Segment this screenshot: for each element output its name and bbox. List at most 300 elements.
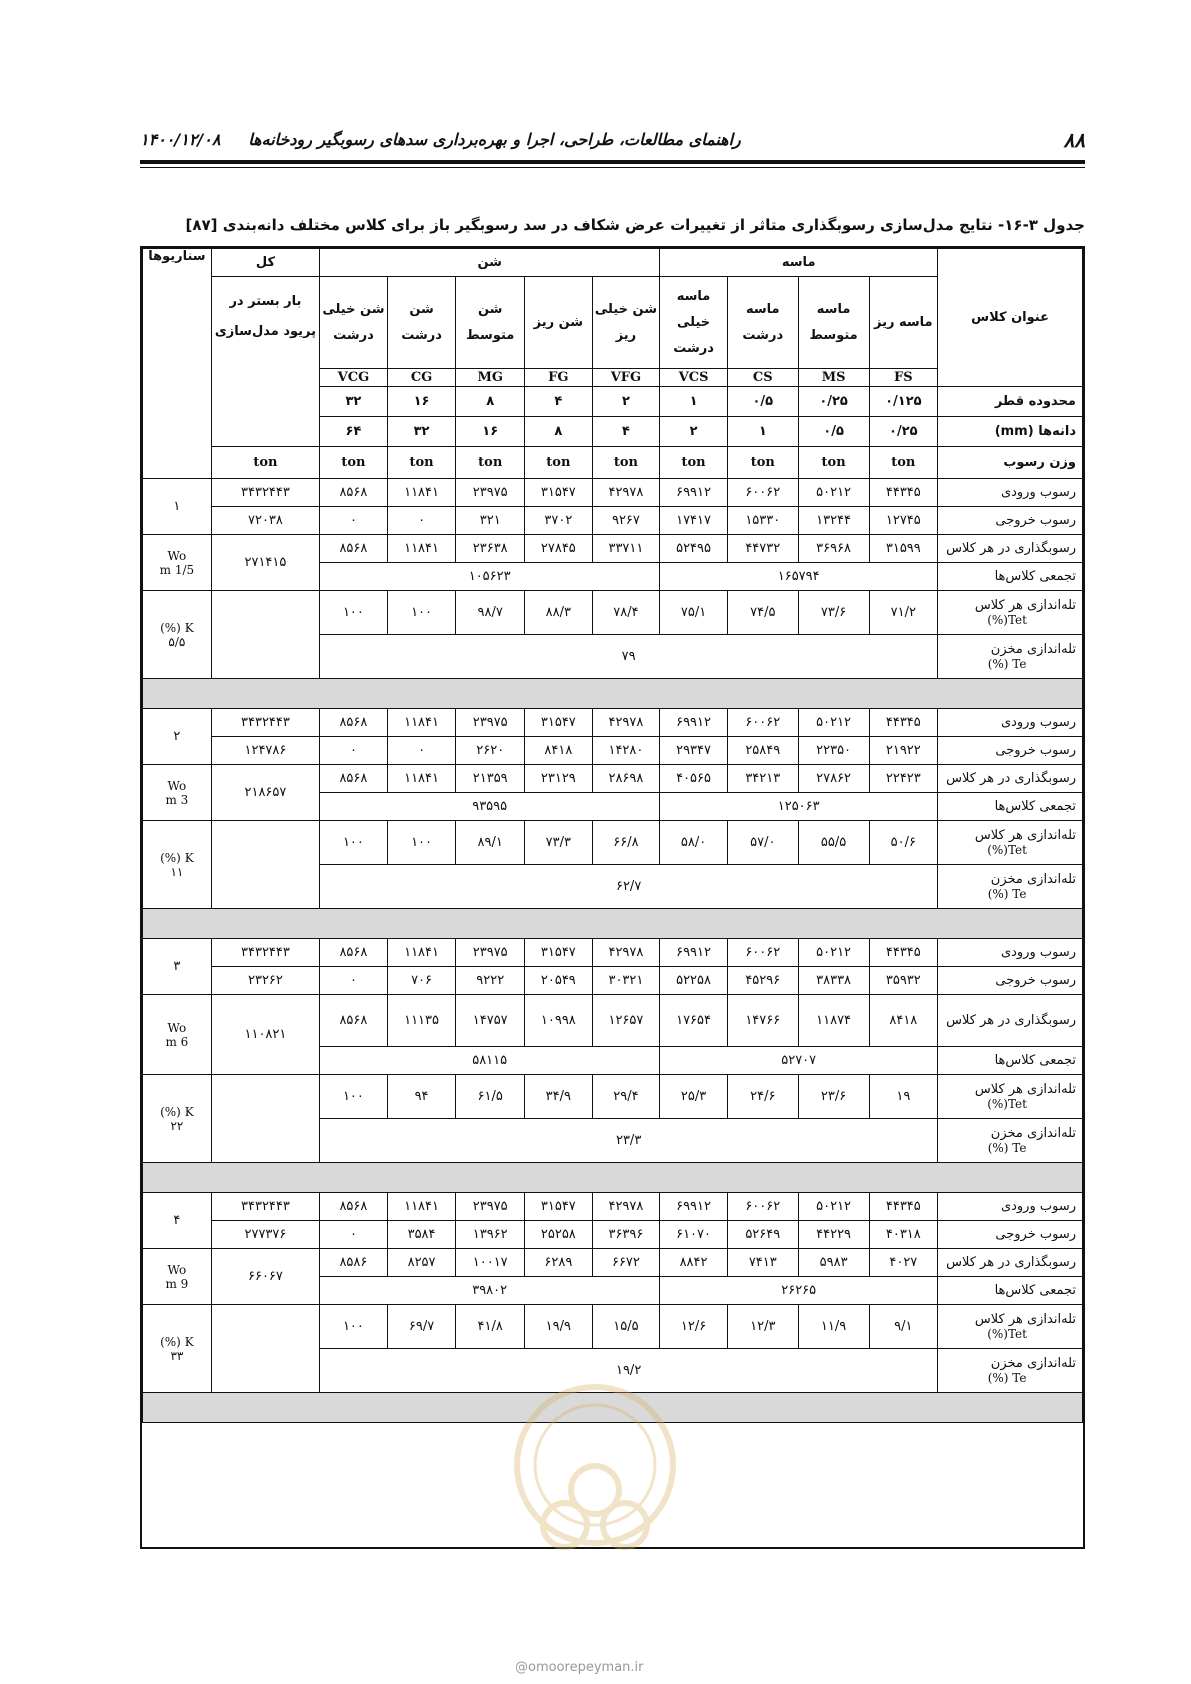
trap-class-value: ۸۹/۱ [456,821,525,865]
trap-class-value: ۵۵/۵ [798,821,869,865]
class-name-header: شن درشت [387,277,456,369]
gap-width [143,995,212,1075]
outflow-value: ۱۳۲۴۴ [798,507,869,535]
deposition-value: ۵۹۸۳ [798,1249,869,1277]
class-name-header: شن خیلی درشت [320,277,388,369]
cumulative-label: تجمعی کلاس‌ها [938,563,1083,591]
inflow-value: ۵۰۲۱۲ [798,939,869,967]
deposition-row [143,535,1083,563]
sand-group-header [660,249,938,277]
trap-class-text: تله‌اندازی هر کلاس [974,828,1076,843]
outflow-value: ۹۲۲۲ [456,967,525,995]
deposition-value: ۶۲۸۹ [525,1249,593,1277]
deposition-value: ۳۶۹۶۸ [798,535,869,563]
class-code-header: VCG [320,369,388,387]
k-value: ۳۳ [170,1348,184,1363]
total-deposition: ۲۷۱۴۱۵ [211,535,319,591]
trap-res-text: تله‌اندازی مخزن [990,1356,1076,1371]
trap-res-unit: Te (%) [987,1141,1027,1155]
outflow-value: ۰ [320,507,388,535]
inflow-value: ۴۴۳۴۵ [869,709,938,737]
outflow-value: ۰ [387,737,456,765]
deposition-value: ۸۵۶۸ [320,995,388,1047]
trap-res-text: تله‌اندازی مخزن [990,872,1076,887]
page-number: ۸۸ [1063,128,1085,152]
trap-class-value: ۶۶/۸ [592,821,660,865]
trap-reservoir-value: ۶۲/۷ [320,865,938,909]
k-value: ۵/۵ [168,634,186,649]
results-table [142,248,1083,1423]
deposition-value: ۱۲۶۵۷ [592,995,660,1047]
inflow-value: ۲۳۹۷۵ [456,709,525,737]
unit-cell: ton [320,447,388,479]
diameter-max: ۰/۵ [798,417,869,447]
diameter-min: ۰/۱۲۵ [869,387,938,417]
trap-class-value: ۱۰۰ [387,821,456,865]
class-name-header: ماسه درشت [727,277,798,369]
separator-cell [143,1163,1083,1193]
outflow-row [143,1221,1083,1249]
inflow-value: ۸۵۶۸ [320,479,388,507]
diameter-label-unit: دانه‌ها (mm) [938,417,1083,447]
trap-class-value: ۹۸/۷ [456,591,525,635]
outflow-value: ۴۰۳۱۸ [869,1221,938,1249]
deposition-value: ۱۱۸۴۱ [387,535,456,563]
trap-class-value: ۶۹/۷ [387,1305,456,1349]
inflow-value: ۶۰۰۶۲ [727,709,798,737]
deposition-value: ۷۴۱۳ [727,1249,798,1277]
diameter-max: ۰/۲۵ [869,417,938,447]
deposition-label: رسوبگذاری در هر کلاس [938,535,1083,563]
deposition-value: ۲۳۱۲۹ [525,765,593,793]
outflow-value: ۳۵۹۳۲ [869,967,938,995]
k-value: ۱۱ [170,864,184,879]
deposition-value: ۸۵۶۸ [320,765,388,793]
inflow-value: ۴۴۳۴۵ [869,479,938,507]
cumulative-sand: ۱۲۵۰۶۳ [660,793,938,821]
cumulative-sand: ۵۲۷۰۷ [660,1047,938,1075]
deposition-value: ۲۸۶۹۸ [592,765,660,793]
diameter-min: ۴ [525,387,593,417]
trap-class-value: ۱۲/۳ [727,1305,798,1349]
inflow-value: ۳۱۵۴۷ [525,709,593,737]
total-label: کل [255,255,276,270]
deposition-value: ۳۱۵۹۹ [869,535,938,563]
total-empty [211,1075,319,1163]
inflow-value: ۸۵۶۸ [320,709,388,737]
trap-class-value: ۵۸/۰ [660,821,728,865]
total-empty [211,821,319,909]
trap-class-value: ۱۰۰ [320,1075,388,1119]
separator-cell [143,679,1083,709]
inflow-value: ۴۲۹۷۸ [592,1193,660,1221]
inflow-value: ۳۱۵۴۷ [525,479,593,507]
inflow-label: رسوب ورودی [938,1193,1083,1221]
scenarios-label: سناریوها [148,249,206,264]
deposition-value: ۸۴۱۸ [869,995,938,1047]
inflow-value: ۵۰۲۱۲ [798,709,869,737]
total-inflow: ۳۴۳۲۴۴۳ [211,709,319,737]
diameter-max: ۳۲ [387,417,456,447]
header-rule [140,160,1085,164]
inflow-label: رسوب ورودی [938,939,1083,967]
trap-class-value: ۱۹/۹ [525,1305,593,1349]
total-outflow: ۲۷۷۳۷۶ [211,1221,319,1249]
wo-value: 3 m [165,792,189,807]
outflow-value: ۲۶۲۰ [456,737,525,765]
wo-value: 9 m [165,1276,189,1291]
diameter-min: ۱۶ [387,387,456,417]
trap-class-value: ۵۷/۰ [727,821,798,865]
inflow-row [143,1193,1083,1221]
trap-reservoir-label [938,1119,1083,1163]
trap-class-row [143,591,1083,635]
inflow-value: ۸۵۶۸ [320,1193,388,1221]
trap-res-text: تله‌اندازی مخزن [990,642,1076,657]
unit-cell: ton [525,447,593,479]
gravel-label: شن [477,255,502,270]
diameter-max: ۱۶ [456,417,525,447]
class-code-header: CG [387,369,456,387]
inflow-value: ۶۰۰۶۲ [727,1193,798,1221]
inflow-value: ۵۰۲۱۲ [798,1193,869,1221]
trap-class-row [143,1305,1083,1349]
scenario-id: ۲ [143,709,212,765]
deposition-value: ۲۷۸۴۵ [525,535,593,563]
inflow-row [143,709,1083,737]
separator-cell [143,909,1083,939]
total-inflow: ۳۴۳۲۴۴۳ [211,1193,319,1221]
outflow-value: ۳۲۱ [456,507,525,535]
trap-class-label [938,1075,1083,1119]
header-title: راهنمای مطالعات، طراحی، اجرا و بهره‌برداری سدهای رسوبگیر رودخانه‌ها [248,130,741,149]
outflow-value: ۲۰۵۴۹ [525,967,593,995]
trap-class-unit: Tet(%) [987,1327,1027,1341]
deposition-value: ۱۱۸۷۴ [798,995,869,1047]
deposition-value: ۸۵۸۶ [320,1249,388,1277]
outflow-value: ۴۴۲۲۹ [798,1221,869,1249]
inflow-value: ۶۹۹۱۲ [660,1193,728,1221]
gap-width [143,1249,212,1305]
inflow-value: ۴۴۳۴۵ [869,939,938,967]
trap-class-value: ۱۰۰ [320,1305,388,1349]
diameter-max: ۸ [525,417,593,447]
inflow-value: ۴۴۳۴۵ [869,1193,938,1221]
deposition-label: رسوبگذاری در هر کلاس [938,765,1083,793]
deposition-value: ۲۲۴۲۳ [869,765,938,793]
class-code-header: MG [456,369,525,387]
footer-url: @omoorepeyman.ir [515,1660,644,1675]
outflow-label: رسوب خروجی [938,1221,1083,1249]
inflow-value: ۲۳۹۷۵ [456,939,525,967]
inflow-value: ۲۳۹۷۵ [456,1193,525,1221]
class-name-header: ماسه ریز [869,277,938,369]
class-title-label: عنوان کلاس [971,310,1049,325]
wo-label: Wo [167,548,187,563]
unit-cell: ton [387,447,456,479]
inflow-label: رسوب ورودی [938,709,1083,737]
trap-class-value: ۲۳/۶ [798,1075,869,1119]
unit-cell: ton [211,447,319,479]
outflow-value: ۲۲۳۵۰ [798,737,869,765]
outflow-value: ۹۲۶۷ [592,507,660,535]
header-row-groups [143,249,1083,277]
trap-class-value: ۱۹ [869,1075,938,1119]
outflow-value: ۳۶۳۹۶ [592,1221,660,1249]
outflow-value: ۷۰۶ [387,967,456,995]
trap-class-row [143,1075,1083,1119]
trap-class-value: ۷۵/۱ [660,591,728,635]
deposition-value: ۲۷۸۶۲ [798,765,869,793]
unit-cell: ton [592,447,660,479]
unit-cell: ton [456,447,525,479]
inflow-value: ۵۰۲۱۲ [798,479,869,507]
wo-label: Wo [167,1262,187,1277]
sand-label: ماسه [781,255,816,270]
scenario-id: ۱ [143,479,212,535]
deposition-value: ۱۰۹۹۸ [525,995,593,1047]
cumulative-gravel: ۵۸۱۱۵ [320,1047,660,1075]
deposition-value: ۸۸۴۲ [660,1249,728,1277]
outflow-value: ۰ [320,737,388,765]
total-outflow: ۱۲۴۷۸۶ [211,737,319,765]
trap-class-value: ۷۳/۶ [798,591,869,635]
trap-class-value: ۲۵/۳ [660,1075,728,1119]
separator-row [143,679,1083,709]
sediment-ratio [143,1305,212,1393]
trap-class-value: ۷۳/۳ [525,821,593,865]
deposition-value: ۲۱۳۵۹ [456,765,525,793]
deposition-value: ۶۶۷۲ [592,1249,660,1277]
k-label: K (%) [160,620,194,635]
outflow-label: رسوب خروجی [938,737,1083,765]
trap-class-value: ۲۹/۴ [592,1075,660,1119]
deposition-value: ۴۰۲۷ [869,1249,938,1277]
class-code-header: FG [525,369,593,387]
inflow-value: ۶۹۹۱۲ [660,939,728,967]
deposition-value: ۳۴۲۱۳ [727,765,798,793]
class-name-header: شن خیلی ریز [592,277,660,369]
outflow-value: ۳۷۰۲ [525,507,593,535]
table-caption: جدول ۳-۱۶- نتایج مدل‌سازی رسوبگذاری متاثر از تغییرات عرض شکاف در سد رسوبگیر باز برای کلاس مختلف دانه‌بندی [۸۷] [185,216,1085,234]
wo-value: 1/5 m [159,562,195,577]
outflow-value: ۵۲۶۴۹ [727,1221,798,1249]
total-outflow: ۷۲۰۳۸ [211,507,319,535]
class-code-header: VFG [592,369,660,387]
outflow-value: ۱۲۷۴۵ [869,507,938,535]
wo-label: Wo [167,778,187,793]
diameter-min: ۰/۲۵ [798,387,869,417]
total-deposition: ۱۱۰۸۲۱ [211,995,319,1075]
header-date: ۱۴۰۰/۱۲/۰۸ [140,130,221,149]
trap-class-value: ۱۲/۶ [660,1305,728,1349]
deposition-row [143,765,1083,793]
inflow-label: رسوب ورودی [938,479,1083,507]
class-code-header: MS [798,369,869,387]
trap-class-value: ۹۴ [387,1075,456,1119]
total-deposition: ۲۱۸۶۵۷ [211,765,319,821]
deposition-value: ۱۴۷۵۷ [456,995,525,1047]
inflow-value: ۶۹۹۱۲ [660,709,728,737]
cumulative-gravel: ۳۹۸۰۲ [320,1277,660,1305]
total-header [211,249,319,277]
k-label: K (%) [160,1334,194,1349]
cumulative-label: تجمعی کلاس‌ها [938,793,1083,821]
outflow-value: ۱۴۲۸۰ [592,737,660,765]
trap-class-unit: Tet(%) [987,843,1027,857]
inflow-value: ۱۱۸۴۱ [387,709,456,737]
results-table-frame [140,246,1085,1549]
bed-load-header: بار بستر در پریود مدل‌سازی [211,277,319,447]
deposition-label: رسوبگذاری در هر کلاس [938,995,1083,1047]
scenario-id: ۴ [143,1193,212,1249]
outflow-value: ۰ [320,1221,388,1249]
class-name-header: شن متوسط [456,277,525,369]
outflow-value: ۸۴۱۸ [525,737,593,765]
class-name-header: ماسه خیلی درشت [660,277,728,369]
total-outflow: ۲۳۲۶۲ [211,967,319,995]
deposition-value: ۲۳۶۳۸ [456,535,525,563]
outflow-value: ۲۹۳۴۷ [660,737,728,765]
scenarios-header [143,249,212,479]
inflow-value: ۱۱۸۴۱ [387,479,456,507]
trap-class-value: ۱۰۰ [320,821,388,865]
inflow-value: ۱۱۸۴۱ [387,939,456,967]
deposition-row [143,1249,1083,1277]
running-title [140,130,741,149]
trap-class-value: ۹/۱ [869,1305,938,1349]
diameter-max: ۴ [592,417,660,447]
gap-width [143,535,212,591]
class-code-header: VCS [660,369,728,387]
gap-width [143,765,212,821]
k-label: K (%) [160,1104,194,1119]
trap-class-value: ۱۰۰ [387,591,456,635]
class-name-header: ماسه متوسط [798,277,869,369]
inflow-value: ۴۲۹۷۸ [592,709,660,737]
outflow-value: ۰ [320,967,388,995]
deposition-value: ۱۴۷۶۶ [727,995,798,1047]
cumulative-label: تجمعی کلاس‌ها [938,1277,1083,1305]
trap-class-text: تله‌اندازی هر کلاس [974,598,1076,613]
trap-reservoir-label [938,865,1083,909]
cumulative-gravel: ۹۳۵۹۵ [320,793,660,821]
outflow-row [143,737,1083,765]
inflow-value: ۴۲۹۷۸ [592,939,660,967]
deposition-value: ۵۲۴۹۵ [660,535,728,563]
trap-class-value: ۵۰/۶ [869,821,938,865]
scenario-id: ۳ [143,939,212,995]
trap-class-value: ۴۱/۸ [456,1305,525,1349]
cumulative-gravel: ۱۰۵۶۲۳ [320,563,660,591]
trap-class-label [938,1305,1083,1349]
trap-class-label [938,821,1083,865]
outflow-value: ۱۵۳۳۰ [727,507,798,535]
outflow-label: رسوب خروجی [938,967,1083,995]
deposition-value: ۸۵۶۸ [320,535,388,563]
unit-cell: ton [660,447,728,479]
gravel-group-header [320,249,660,277]
outflow-value: ۱۳۹۶۲ [456,1221,525,1249]
trap-reservoir-value: ۲۳/۳ [320,1119,938,1163]
wo-label: Wo [167,1020,187,1035]
trap-res-unit: Te (%) [987,1371,1027,1385]
cumulative-sand: ۲۶۲۶۵ [660,1277,938,1305]
trap-class-unit: Tet(%) [987,613,1027,627]
deposition-label: رسوبگذاری در هر کلاس [938,1249,1083,1277]
diameter-min: ۸ [456,387,525,417]
total-empty [211,1305,319,1393]
trap-reservoir-label [938,1349,1083,1393]
deposition-value: ۱۷۶۵۴ [660,995,728,1047]
outflow-value: ۴۵۲۹۶ [727,967,798,995]
inflow-value: ۶۰۰۶۲ [727,479,798,507]
deposition-value: ۱۰۰۱۷ [456,1249,525,1277]
outflow-value: ۲۵۸۴۹ [727,737,798,765]
trap-class-value: ۱۱/۹ [798,1305,869,1349]
diameter-min: ۱ [660,387,728,417]
class-code-header: FS [869,369,938,387]
deposition-value: ۴۰۵۶۵ [660,765,728,793]
class-code-header: CS [727,369,798,387]
trap-class-text: تله‌اندازی هر کلاس [974,1312,1076,1327]
inflow-value: ۶۹۹۱۲ [660,479,728,507]
inflow-value: ۴۲۹۷۸ [592,479,660,507]
publisher-seal-watermark [510,1370,680,1600]
diameter-min: ۰/۵ [727,387,798,417]
outflow-value: ۳۸۳۳۸ [798,967,869,995]
deposition-row [143,995,1083,1047]
outflow-value: ۲۱۹۲۲ [869,737,938,765]
inflow-value: ۳۱۵۴۷ [525,939,593,967]
outflow-value: ۳۵۸۴ [387,1221,456,1249]
outflow-value: ۱۷۴۱۷ [660,507,728,535]
outflow-value: ۰ [387,507,456,535]
class-name-header: شن ریز [525,277,593,369]
outflow-label: رسوب خروجی [938,507,1083,535]
unit-cell: ton [727,447,798,479]
deposition-value: ۱۱۱۳۵ [387,995,456,1047]
inflow-row [143,939,1083,967]
deposition-value: ۴۴۷۳۲ [727,535,798,563]
total-deposition: ۶۶۰۶۷ [211,1249,319,1305]
deposition-value: ۸۲۵۷ [387,1249,456,1277]
trap-res-unit: Te (%) [987,657,1027,671]
trap-class-value: ۶۱/۵ [456,1075,525,1119]
trap-class-value: ۱۵/۵ [592,1305,660,1349]
total-empty [211,591,319,679]
separator-row [143,909,1083,939]
cumulative-sand: ۱۶۵۷۹۴ [660,563,938,591]
weight-label: وزن رسوب [938,447,1083,479]
inflow-value: ۱۱۸۴۱ [387,1193,456,1221]
diameter-min: ۳۲ [320,387,388,417]
inflow-value: ۲۳۹۷۵ [456,479,525,507]
diameter-label: محدوده قطر [938,387,1083,417]
k-label: K (%) [160,850,194,865]
wo-value: 6 m [165,1034,189,1049]
trap-class-value: ۷۴/۵ [727,591,798,635]
header-row-units [143,447,1083,479]
inflow-row [143,479,1083,507]
trap-class-value: ۳۴/۹ [525,1075,593,1119]
trap-class-row [143,821,1083,865]
inflow-value: ۳۱۵۴۷ [525,1193,593,1221]
trap-reservoir-value: ۱۹/۲ [320,1349,938,1393]
trap-class-value: ۷۱/۲ [869,591,938,635]
inflow-value: ۶۰۰۶۲ [727,939,798,967]
trap-class-value: ۱۰۰ [320,591,388,635]
